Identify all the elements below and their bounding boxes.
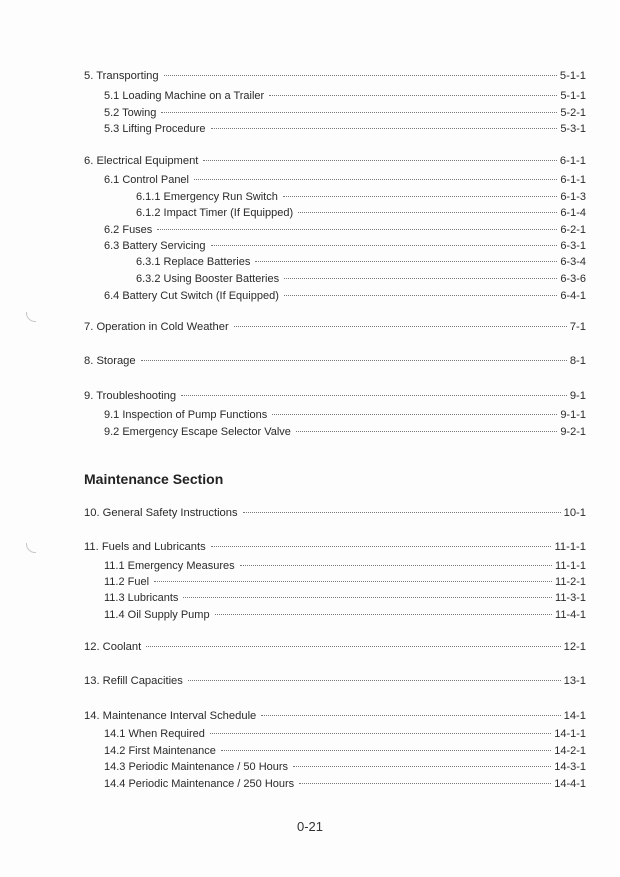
toc-entry-5-3[interactable] <box>104 123 586 136</box>
toc-leader-dots <box>183 597 552 598</box>
toc-entry-6-3[interactable] <box>104 240 586 253</box>
toc-entry-page: 5-1-1 <box>559 70 586 82</box>
toc-entry-page: 6-1-3 <box>560 191 586 203</box>
toc-entry-page: 10-1 <box>563 507 586 519</box>
toc-entry-title: 11. Fuels and Lubricants <box>84 541 206 553</box>
toc-entry-page: 6-1-1 <box>559 155 586 167</box>
toc-entry-14-3[interactable] <box>104 761 586 774</box>
toc-entry-title: 9.1 Inspection of Pump Functions <box>104 409 268 421</box>
toc-entry-title: 6. Electrical Equipment <box>84 155 199 167</box>
toc-leader-dots <box>146 646 560 647</box>
toc-entry-page: 6-3-1 <box>560 240 586 252</box>
toc-entry-title: 7. Operation in Cold Weather <box>84 321 229 333</box>
toc-entry-page: 6-2-1 <box>560 224 586 236</box>
toc-entry-14[interactable] <box>84 710 586 723</box>
toc-entry-5[interactable] <box>84 70 586 83</box>
toc-entry-6-3-1[interactable] <box>136 256 586 269</box>
toc-entry-5-2[interactable] <box>104 107 586 120</box>
toc-leader-dots <box>221 750 551 751</box>
toc-leader-dots <box>141 360 567 361</box>
toc-entry-5-1[interactable] <box>104 90 586 103</box>
toc-leader-dots <box>296 431 557 432</box>
toc-entry-page: 14-4-1 <box>554 778 586 790</box>
toc-entry-page: 6-1-1 <box>560 174 586 186</box>
toc-entry-page: 9-1-1 <box>560 409 586 421</box>
toc-entry-6-1-2[interactable] <box>136 207 586 220</box>
toc-leader-dots <box>157 229 557 230</box>
toc-entry-13[interactable] <box>84 675 586 688</box>
toc-entry-page: 6-4-1 <box>560 290 586 302</box>
toc-entry-title: 14.3 Periodic Maintenance / 50 Hours <box>104 761 289 773</box>
toc-entry-page: 6-3-4 <box>560 256 586 268</box>
toc-entry-title: 14. Maintenance Interval Schedule <box>84 710 257 722</box>
toc-entry-page: 5-1-1 <box>560 90 586 102</box>
toc-entry-6-1-1[interactable] <box>136 191 586 204</box>
toc-entry-page: 13-1 <box>563 675 586 687</box>
toc-entry-title: 5. Transporting <box>84 70 159 82</box>
toc-leader-dots <box>240 565 552 566</box>
toc-leader-dots <box>283 196 557 197</box>
toc-entry-title: 6.3.2 Using Booster Batteries <box>136 273 280 285</box>
toc-entry-page: 14-1-1 <box>554 728 586 740</box>
toc-leader-dots <box>203 160 556 161</box>
toc-entry-title: 5.3 Lifting Procedure <box>104 123 206 135</box>
toc-leader-dots <box>293 766 551 767</box>
toc-leader-dots <box>299 783 551 784</box>
page-number: 0-21 <box>296 819 324 834</box>
toc-entry-page: 11-4-1 <box>555 609 586 621</box>
toc-leader-dots <box>188 680 561 681</box>
toc-entry-page: 9-2-1 <box>560 426 586 438</box>
toc-entry-page: 6-3-6 <box>560 273 586 285</box>
toc-leader-dots <box>284 278 557 279</box>
scan-margin-mark <box>26 543 36 553</box>
maintenance-section-heading: Maintenance Section <box>84 471 224 487</box>
toc-entry-title: 6.1.2 Impact Timer (If Equipped) <box>136 207 294 219</box>
toc-leader-dots <box>164 75 557 76</box>
toc-entry-title: 11.3 Lubricants <box>104 592 179 604</box>
toc-entry-12[interactable] <box>84 641 586 654</box>
toc-leader-dots <box>243 512 561 513</box>
toc-entry-title: 5.2 Towing <box>104 107 157 119</box>
toc-entry-title: 6.1.1 Emergency Run Switch <box>136 191 278 203</box>
toc-leader-dots <box>261 715 560 716</box>
toc-entry-page: 11-3-1 <box>555 592 586 604</box>
scan-margin-mark <box>26 312 36 322</box>
toc-entry-page: 12-1 <box>563 641 586 653</box>
toc-entry-title: 12. Coolant <box>84 641 142 653</box>
toc-entry-14-1[interactable] <box>104 728 586 741</box>
toc-entry-title: 10. General Safety Instructions <box>84 507 238 519</box>
toc-entry-11-1[interactable] <box>104 560 586 573</box>
toc-entry-title: 8. Storage <box>84 355 136 367</box>
toc-leader-dots <box>211 128 558 129</box>
toc-leader-dots <box>269 95 557 96</box>
toc-entry-10[interactable] <box>84 507 586 520</box>
toc-entry-14-4[interactable] <box>104 778 586 791</box>
toc-entry-title: 14.1 When Required <box>104 728 205 740</box>
toc-entry-page: 14-2-1 <box>554 745 586 757</box>
toc-leader-dots <box>154 581 552 582</box>
toc-entry-page: 5-2-1 <box>560 107 586 119</box>
toc-entry-title: 9. Troubleshooting <box>84 390 177 402</box>
toc-entry-8[interactable] <box>84 355 586 368</box>
toc-entry-title: 6.4 Battery Cut Switch (If Equipped) <box>104 290 279 302</box>
toc-leader-dots <box>211 546 552 547</box>
toc-entry-title: 14.4 Periodic Maintenance / 250 Hours <box>104 778 295 790</box>
toc-entry-6[interactable] <box>84 155 586 168</box>
toc-entry-title: 13. Refill Capacities <box>84 675 183 687</box>
toc-entry-page: 9-1 <box>569 390 586 402</box>
toc-leader-dots <box>161 112 557 113</box>
toc-leader-dots <box>284 295 557 296</box>
toc-leader-dots <box>210 733 551 734</box>
toc-entry-6-1[interactable] <box>104 174 586 187</box>
toc-entry-page: 5-3-1 <box>560 123 586 135</box>
toc-entry-page: 14-1 <box>563 710 586 722</box>
toc-entry-11-3[interactable] <box>104 592 586 605</box>
toc-entry-title: 6.3.1 Replace Batteries <box>136 256 251 268</box>
toc-entry-page: 11-1-1 <box>554 541 586 553</box>
toc-entry-9-2[interactable] <box>104 426 586 439</box>
toc-entry-page: 14-3-1 <box>554 761 586 773</box>
toc-leader-dots <box>272 414 557 415</box>
toc-entry-title: 11.4 Oil Supply Pump <box>104 609 210 621</box>
toc-entry-page: 11-2-1 <box>555 576 586 588</box>
toc-entry-11-2[interactable] <box>104 576 586 589</box>
toc-leader-dots <box>181 395 567 396</box>
toc-entry-page: 7-1 <box>569 321 586 333</box>
toc-entry-11-4[interactable] <box>104 609 586 622</box>
toc-leader-dots <box>298 212 557 213</box>
toc-entry-title: 11.1 Emergency Measures <box>104 560 235 572</box>
toc-leader-dots <box>215 614 552 615</box>
toc-entry-title: 14.2 First Maintenance <box>104 745 216 757</box>
toc-entry-page: 11-1-1 <box>555 560 586 572</box>
toc-leader-dots <box>194 179 557 180</box>
toc-entry-title: 6.2 Fuses <box>104 224 153 236</box>
toc-entry-6-3-2[interactable] <box>136 273 586 286</box>
toc-leader-dots <box>255 261 557 262</box>
toc-entry-title: 6.3 Battery Servicing <box>104 240 206 252</box>
toc-entry-title: 6.1 Control Panel <box>104 174 189 186</box>
toc-entry-9[interactable] <box>84 390 586 403</box>
toc-leader-dots <box>234 326 567 327</box>
toc-entry-6-2[interactable] <box>104 224 586 237</box>
toc-entry-title: 5.1 Loading Machine on a Trailer <box>104 90 265 102</box>
toc-entry-11[interactable] <box>84 541 586 554</box>
toc-entry-page: 8-1 <box>569 355 586 367</box>
toc-entry-9-1[interactable] <box>104 409 586 422</box>
toc-entry-page: 6-1-4 <box>560 207 586 219</box>
toc-entry-6-4[interactable] <box>104 290 586 303</box>
toc-entry-7[interactable] <box>84 321 586 334</box>
toc-entry-title: 11.2 Fuel <box>104 576 150 588</box>
toc-entry-title: 9.2 Emergency Escape Selector Valve <box>104 426 291 438</box>
toc-leader-dots <box>211 245 558 246</box>
toc-entry-14-2[interactable] <box>104 745 586 758</box>
